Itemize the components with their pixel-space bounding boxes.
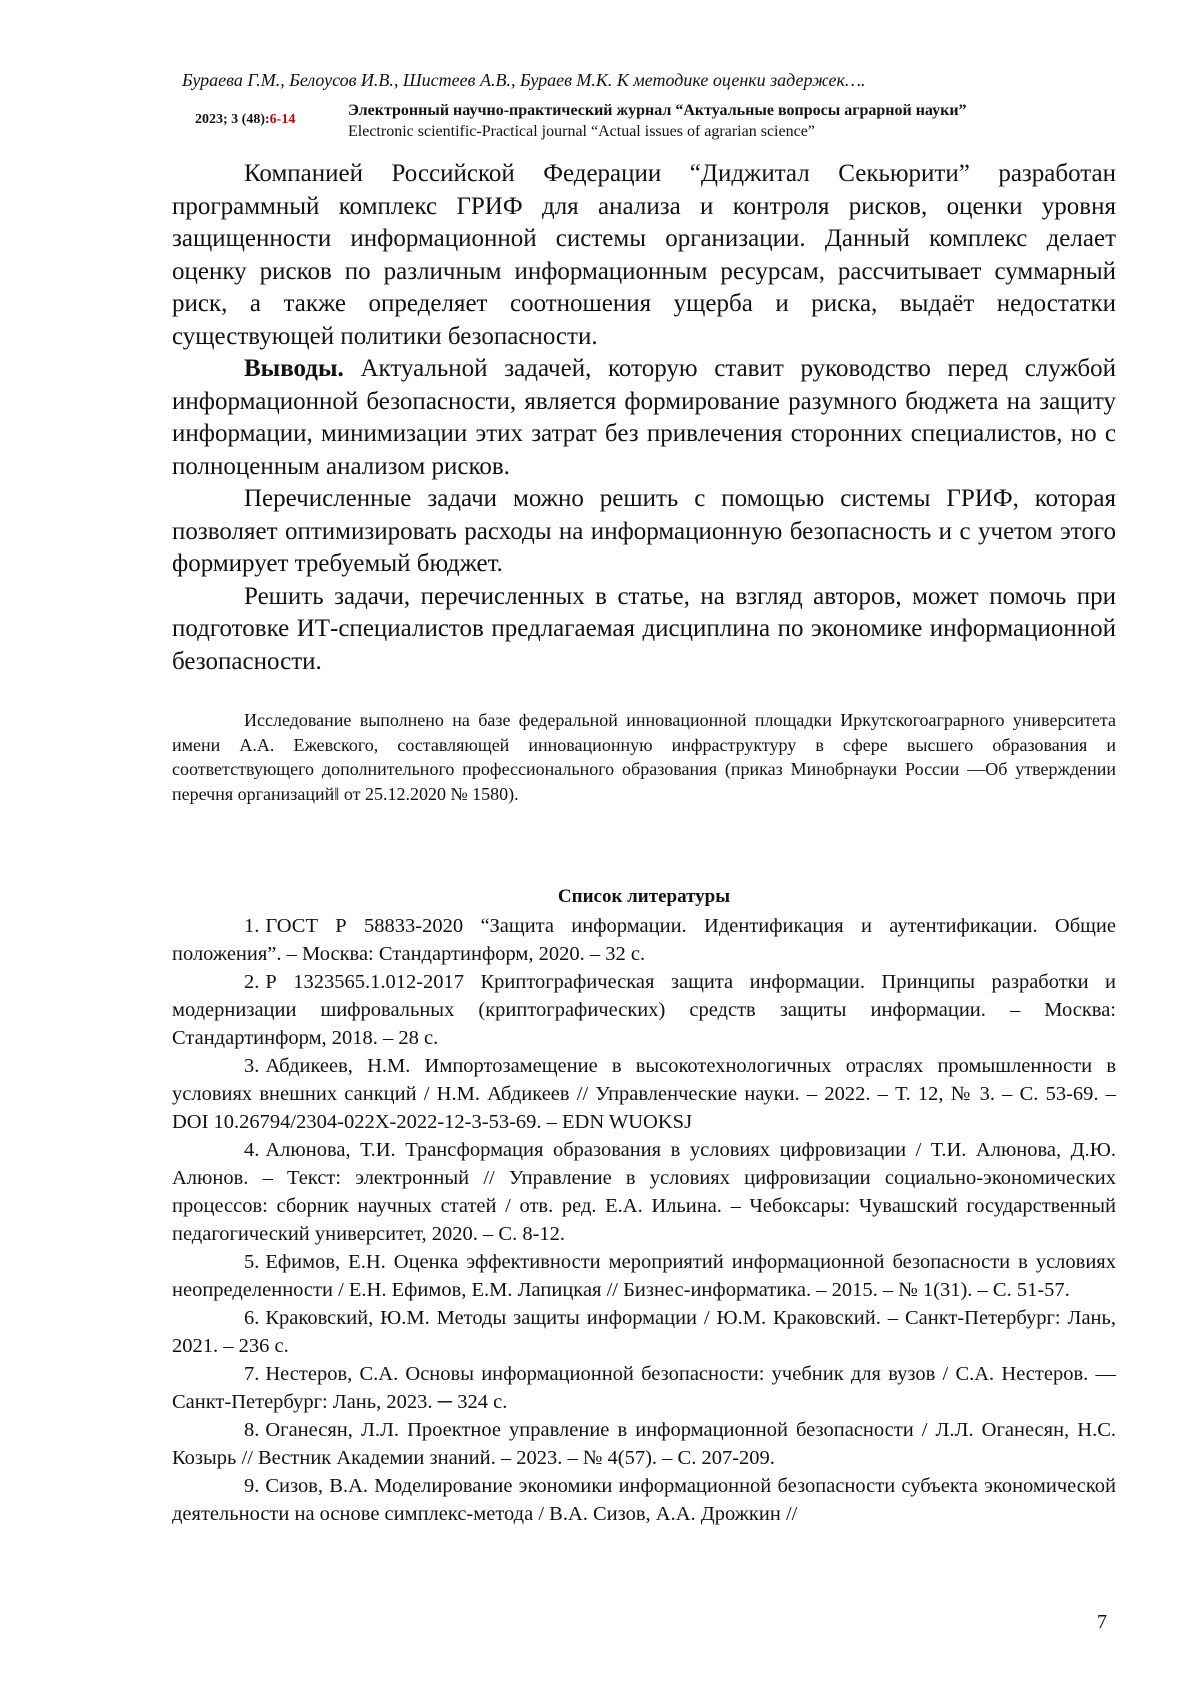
references-list [172,912,1116,1528]
reference-item [172,1360,1116,1416]
issue-info [195,111,295,129]
reference-item [172,1416,1116,1472]
conclusions-heading: Выводы. [244,355,344,382]
conclusions-text: Актуальной задачей, которую ставит руководство перед службой информационной безопасности, является формирование разумного бюджета на защиту информации, минимизации этих затрат без привлечения сторонних специалистов, но с полноценным анализом рисков. [172,355,1116,480]
reference-number: 3. [244,1055,260,1077]
reference-text: Ефимов, Е.Н. Оценка эффективности мероприятий информационной безопасности в условиях неопределенности / Е.Н. Ефимов, Е.М. Лапицкая // Бизнес-информатика. – 2015. – № 1(31). – С. 51-57. [172,1251,1116,1301]
reference-number: 7. [244,1363,260,1385]
acknowledgement-text: Исследование выполнено на базе федеральной инновационной площадки Иркутскогоаграрного университета имени А.А. Ежевского, составляющей инновационную инфраструктуру в сфере высшего образования и соответствующего дополнительного профессионального образования (приказ Минобрнауки России ―Об утверждении перечня организаций‖ от 25.12.2020 № 1580). [172,710,1116,804]
paragraph-grif: Компанией Российской Федерации “Диджитал Секьюрити” разработан программный комплекс ГРИФ для анализа и контроля рисков, оценки уровня защищенности информационной системы организации. Данный комплекс делает оценку рисков по различным информационным ресурсам, рассчитывает суммарный риск, а также определяет соотношения ущерба и риска, выдаёт недостатки существующей политики безопасности. [172,160,1116,350]
paragraph-discipline: Решить задачи, перечисленных в статье, на взгляд авторов, может помочь при подготовке ИТ-специалистов предлагаемая дисциплина по экономике информационной безопасности. [172,582,1116,675]
reference-number: 8. [244,1419,260,1441]
page-number: 7 [1097,1611,1107,1633]
reference-item [172,1304,1116,1360]
paragraph-conclusions [172,353,1116,483]
reference-item [172,1248,1116,1304]
journal-title-en: Electronic scientific-Practical journal “Actual issues of agrarian science” [348,123,815,140]
reference-number: 5. [244,1251,260,1273]
reference-item [172,968,1116,1052]
references-title: Список литературы [557,886,731,907]
acknowledgement-note [172,708,1116,806]
reference-text: Р 1323565.1.012-2017 Криптографическая защита информации. Принципы разработки и модернизации шифровальных (криптографических) средств защиты информации. – Москва: Стандартинформ, 2018. – 28 с. [172,971,1116,1049]
reference-text: Абдикеев, Н.М. Импортозамещение в высокотехнологичных отраслях промышленности в условиях внешних санкций / Н.М. Абдикеев // Управленческие науки. – 2022. – Т. 12, № 3. – С. 53-69. – DOI 10.26794/2304-022X-2022-12-3-53-69. – EDN WUOKSJ [172,1055,1116,1133]
reference-number: 9. [244,1475,260,1497]
issue-volume: 2023; 3 (48): [195,112,270,127]
reference-text: Алюнова, Т.И. Трансформация образования в условиях цифровизации / Т.И. Алюнова, Д.Ю. Алюнов. – Текст: электронный // Управление в условиях цифровизации социально-экономических процессов: сборник научных статей / отв. ред. Е.А. Ильина. – Чебоксары: Чувашский государственный педагогический университет, 2020. – С. 8-12. [172,1139,1116,1245]
reference-text: Нестеров, С.А. Основы информационной безопасности: учебник для вузов / С.А. Нестеров. — Санкт-Петербург: Лань, 2023. ─ 324 с. [172,1363,1116,1413]
journal-title-ru: Электронный научно-практический журнал “Актуальные вопросы аграрной науки” [348,102,967,119]
reference-number: 6. [244,1307,260,1329]
paragraph-solution: Перечисленные задачи можно решить с помощью системы ГРИФ, которая позволяет оптимизировать расходы на информационную безопасность и с учетом этого формирует требуемый бюджет. [172,485,1116,577]
article-body [172,158,1116,678]
reference-item [172,912,1116,968]
running-header-authors: Бураева Г.М., Белоусов И.В., Шистеев А.В., Бураев М.К. К методике оценки задержек…. [182,70,866,90]
issue-pages: 6-14 [269,112,296,127]
reference-item [172,1472,1116,1528]
reference-text: Краковский, Ю.М. Методы защиты информации / Ю.М. Краковский. – Санкт-Петербург: Лань, 2021. – 236 с. [172,1307,1116,1357]
reference-number: 4. [244,1139,260,1161]
reference-text: Сизов, В.А. Моделирование экономики информационной безопасности субъекта экономической деятельности на основе симплекс-метода / В.А. Сизов, А.А. Дрожкин // [172,1475,1116,1525]
reference-text: ГОСТ Р 58833-2020 “Защита информации. Идентификация и аутентификации. Общие положения”. – Москва: Стандартинформ, 2020. – 32 с. [172,915,1116,965]
reference-number: 2. [244,971,260,993]
reference-number: 1. [244,915,260,937]
reference-item [172,1136,1116,1248]
reference-text: Оганесян, Л.Л. Проектное управление в информационной безопасности / Л.Л. Оганесян, Н.С. Козырь // Вестник Академии знаний. – 2023. – № 4(57). – С. 207-209. [172,1419,1116,1469]
reference-item [172,1052,1116,1136]
